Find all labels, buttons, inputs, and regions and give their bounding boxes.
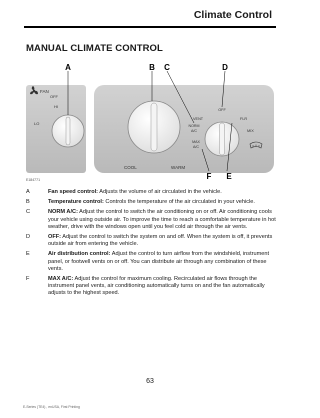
description-letter: B — [26, 199, 30, 206]
mode-norm-label: NORM — [188, 124, 200, 128]
description-letter: D — [26, 234, 31, 241]
description-item-d — [26, 234, 276, 248]
mode-off-label: OFF — [218, 108, 226, 112]
fan-lo-label: LO — [34, 121, 40, 126]
description-letter: A — [26, 189, 30, 195]
fan-label: FAN — [40, 89, 49, 94]
fan-speed-knob[interactable] — [52, 115, 84, 147]
description-term: Fan speed control: — [48, 189, 99, 195]
mode-max-label: MAX — [192, 140, 200, 144]
mode-vent-label: VENT — [193, 117, 204, 121]
callout-c: C — [164, 63, 170, 72]
callout-b: B — [149, 63, 155, 72]
figure-code: E184771 — [26, 178, 41, 182]
mode-norm-ac-label: A/C — [191, 129, 197, 133]
temp-cool-label: COOL — [124, 165, 137, 170]
description-term: OFF: — [48, 234, 62, 241]
description-item-b — [26, 199, 276, 206]
mode-max-ac-label: A/C — [193, 145, 199, 149]
description-item-c — [26, 209, 276, 231]
header-rule — [24, 26, 276, 28]
callout-e: E — [226, 172, 232, 179]
description-text: Adjust the control to switch the system on and off. When the system is off, it prevents outside air from entering the vehicle. — [48, 234, 273, 248]
temp-warm-label: WARM — [171, 165, 186, 170]
page-number: 63 — [146, 378, 154, 385]
header-title: Climate Control — [193, 9, 272, 21]
description-list — [26, 189, 276, 301]
mode-mix-label: MIX — [247, 129, 254, 133]
climate-control-figure — [26, 61, 274, 179]
description-text: Adjusts the volume of air circulated in the vehicle. — [98, 189, 222, 195]
section-title: MANUAL CLIMATE CONTROL — [26, 43, 163, 54]
mode-flr-label: FLR — [240, 117, 248, 121]
callout-f: F — [206, 172, 212, 179]
description-item-a — [26, 189, 276, 196]
fan-off-label: OFF — [50, 94, 58, 99]
fan-hi-label: HI — [54, 104, 58, 109]
description-term: MAX A/C: — [48, 276, 74, 283]
callout-d: D — [222, 63, 228, 72]
description-text: Adjust the control for maximum cooling. Recirculated air flows through the instrument panel vents, air conditioning automatically turns on and the fan automatically adjusts to the highest speed. — [48, 276, 265, 297]
description-term: Air distribution control: — [48, 251, 111, 258]
temperature-knob[interactable] — [128, 101, 180, 153]
air-distribution-knob[interactable] — [205, 122, 239, 156]
description-term: NORM A/C: — [48, 209, 78, 216]
description-letter: C — [26, 209, 31, 216]
footer-text: E-Series (TE4) , enUSA, First Printing — [23, 405, 80, 409]
description-term: Temperature control: — [48, 199, 104, 206]
description-item-f — [26, 276, 276, 298]
description-text: Adjust the control to turn airflow from the windshield, instrument panel, or footwell vents on or off. You can distribute air through any combination of these vents. — [48, 251, 270, 272]
description-item-e — [26, 251, 276, 273]
callout-a: A — [65, 63, 71, 72]
description-text: Controls the temperature of the air circulated in your vehicle. — [103, 199, 255, 206]
description-letter: F — [26, 276, 30, 283]
description-text: Adjust the control to switch the air conditioning on or off. Air conditioning cools your vehicle using outside air. To improve the time to reach a comfortable temperature in hot weather, drive with the windows open until you feel cold air through the air vents. — [48, 209, 276, 230]
description-letter: E — [26, 251, 30, 258]
